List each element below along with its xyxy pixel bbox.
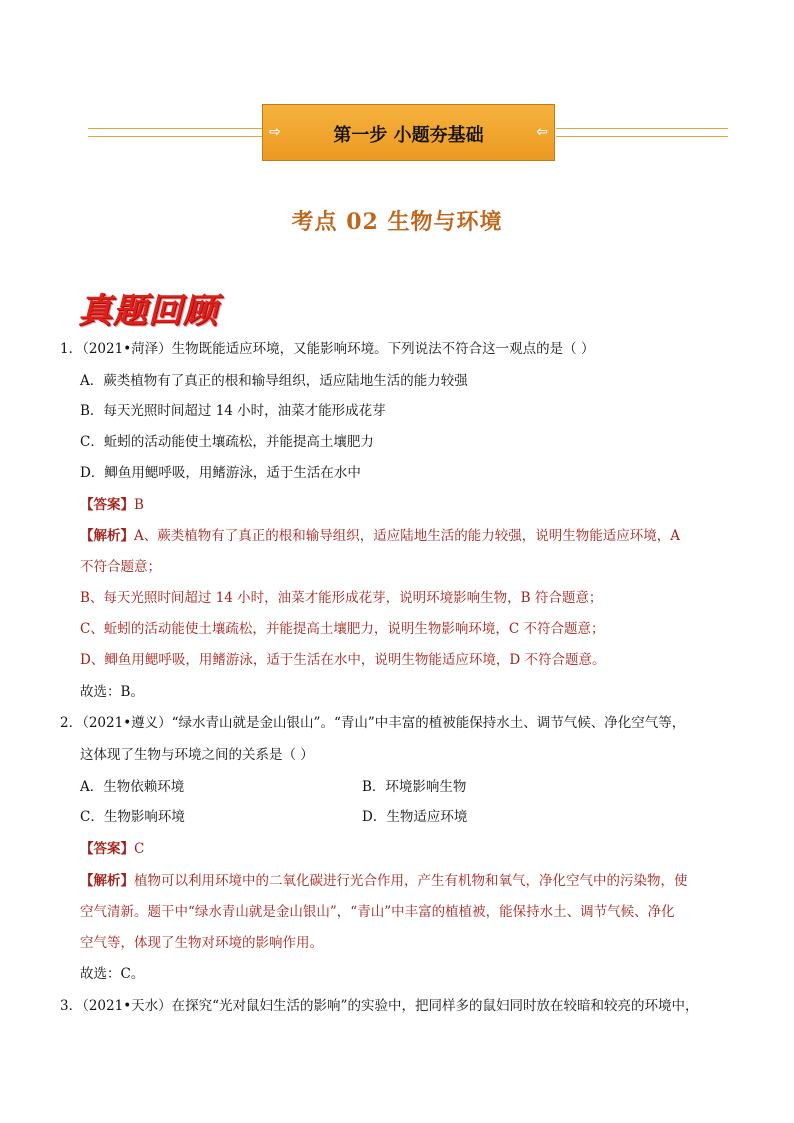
arrow-left-icon: ⇦ xyxy=(536,124,548,140)
question-1-analysis-5: D、鲫鱼用鳃呼吸，用鳍游泳，适于生活在水中，说明生物能适应环境，D 不符合题意。 xyxy=(80,652,606,668)
question-1-answer xyxy=(80,495,144,515)
analysis-text: A、蕨类植物有了真正的根和输导组织，适应陆地生活的能力较强，说明生物能适应环境，A xyxy=(134,528,680,544)
question-2-answer xyxy=(80,839,144,859)
banner-rule-left-top xyxy=(88,128,264,129)
question-3-stem: 3．（2021•天水）在探究“光对鼠妇生活的影响”的实验中，把同样多的鼠妇同时放在较暗和较亮的环境中， xyxy=(60,998,699,1014)
answer-tag: 【答案】 xyxy=(80,841,134,857)
question-2-option-c: C．生物影响环境 xyxy=(80,809,185,825)
banner-title: 第一步 小题夯基础 xyxy=(333,125,484,146)
question-2-analysis-3: 空气等，体现了生物对环境的影响作用。 xyxy=(80,935,323,951)
question-1-option-d: D．鲫鱼用鳃呼吸，用鳍游泳，适于生活在水中 xyxy=(80,465,361,481)
question-1-stem: 1．（2021•菏泽）生物既能适应环境，又能影响环境。下列说法不符合这一观点的是（ ） xyxy=(60,341,595,357)
banner-rule-right-top xyxy=(556,128,728,129)
question-2-analysis-1 xyxy=(80,871,688,891)
question-1-conclusion: 故选：B。 xyxy=(80,684,144,700)
arrow-right-icon: ⇨ xyxy=(269,124,281,140)
analysis-tag: 【解析】 xyxy=(80,873,134,889)
question-2-conclusion: 故选：C。 xyxy=(80,966,145,982)
answer-value: B xyxy=(134,497,144,513)
question-2-option-b: B．环境影响生物 xyxy=(362,779,467,795)
question-1-option-a: A．蕨类植物有了真正的根和输导组织，适应陆地生活的能力较强 xyxy=(80,373,468,389)
question-2-option-a: A．生物依赖环境 xyxy=(80,779,185,795)
question-1-analysis-2: 不符合题意； xyxy=(80,559,161,575)
question-2-stem-2: 这体现了生物与环境之间的关系是（ ） xyxy=(80,747,314,763)
question-1-option-c: C．蚯蚓的活动能使土壤疏松，并能提高土壤肥力 xyxy=(80,434,374,450)
banner-rule-left-bottom xyxy=(88,136,264,137)
answer-tag: 【答案】 xyxy=(80,497,134,513)
question-1-option-b: B．每天光照时间超过 14 小时，油菜才能形成花芽 xyxy=(80,403,386,419)
question-1-analysis-3: B、每天光照时间超过 14 小时，油菜才能形成花芽，说明环境影响生物，B 符合题意； xyxy=(80,590,603,606)
answer-value: C xyxy=(134,841,145,857)
analysis-tag: 【解析】 xyxy=(80,528,134,544)
question-1-analysis-1 xyxy=(80,526,680,546)
section-logo: 真题回顾 xyxy=(78,291,218,331)
analysis-text: 植物可以利用环境中的二氧化碳进行光合作用，产生有机物和氧气，净化空气中的污染物，使 xyxy=(134,873,688,889)
question-2-stem-1: 2．（2021•遵义）“绿水青山就是金山银山”。“青山”中丰富的植被能保持水土、调节气候、净化空气等， xyxy=(60,715,686,731)
question-1-analysis-4: C、蚯蚓的活动能使土壤疏松，并能提高土壤肥力，说明生物影响环境，C 不符合题意； xyxy=(80,621,605,637)
question-2-analysis-2: 空气清新。题干中“绿水青山就是金山银山”，“青山”中丰富的植植被，能保持水土、调节气候、净化 xyxy=(80,904,675,920)
topic-title: 考点 02 生物与环境 xyxy=(291,209,503,235)
question-2-option-d: D．生物适应环境 xyxy=(362,809,468,825)
step-banner xyxy=(262,104,555,161)
banner-rule-right-bottom xyxy=(556,136,728,137)
